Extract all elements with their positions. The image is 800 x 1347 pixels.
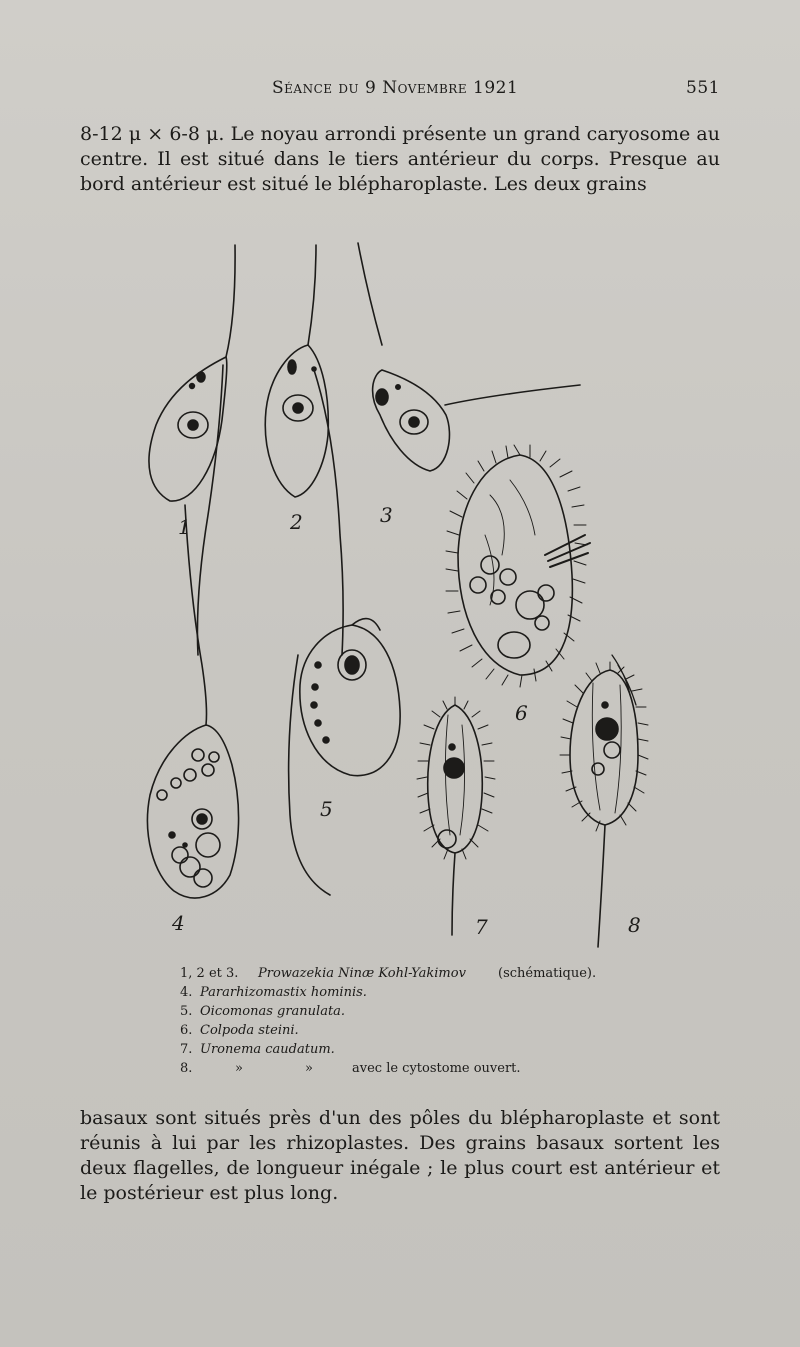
header-title: Séance du 9 Novembre 1921 xyxy=(272,78,519,98)
caption-ditto: » xyxy=(235,1061,243,1076)
organism-2 xyxy=(265,245,343,655)
organism-7 xyxy=(417,697,495,935)
figure-label-6: 6 xyxy=(515,701,528,725)
paragraph-bottom: basaux sont situés près d'un des pôles du blépharoplaste et sont réunis à lui par les rhizoplastes. Des grains basaux sortent les deux flagelles, de longueur inégale ; le plus court est antérieur et le postérieur est plus long. xyxy=(80,1107,720,1204)
caption-ditto: » xyxy=(305,1061,313,1076)
figure-label-5: 5 xyxy=(320,797,333,821)
caption-number: 1, 2 et 3. xyxy=(180,966,239,981)
organism-3 xyxy=(358,243,580,471)
caption-species: Oicomonas granulata. xyxy=(200,1004,346,1019)
figure-label-4: 4 xyxy=(172,911,185,935)
figure-label-1: 1 xyxy=(178,515,191,539)
caption-number: 4. xyxy=(180,985,193,1000)
caption-number: 7. xyxy=(180,1042,193,1057)
caption-row xyxy=(180,1040,720,1059)
caption-species: Uronema caudatum. xyxy=(200,1042,335,1057)
caption-species: Prowazekia Ninæ Kohl-Yakimov xyxy=(258,966,466,981)
organism-4 xyxy=(147,505,238,898)
caption-number: 5. xyxy=(180,1004,193,1019)
caption-number: 6. xyxy=(180,1023,193,1038)
caption-row xyxy=(180,1059,720,1078)
figure-drawing xyxy=(90,235,730,955)
paragraph-top: 8-12 μ × 6-8 μ. Le noyau arrondi présente un grand caryosome au centre. Il est situé dans le tiers antérieur du corps. Presque au bord antérieur est situé le blépharoplaste. Les deux grains xyxy=(80,123,720,195)
caption-number: 8. xyxy=(180,1061,193,1076)
organism-8 xyxy=(560,655,648,947)
figure-label-3: 3 xyxy=(380,503,393,527)
figure-label-8: 8 xyxy=(628,913,641,937)
caption-row xyxy=(180,964,720,983)
organism-6 xyxy=(446,445,590,687)
organism-5 xyxy=(289,619,401,895)
caption-species: Colpoda steini. xyxy=(200,1023,299,1038)
page-number: 551 xyxy=(686,78,720,98)
caption-row xyxy=(180,1002,720,1021)
running-header xyxy=(80,78,720,102)
figure-captions xyxy=(180,964,720,1078)
caption-species: Pararhizomastix hominis. xyxy=(200,985,367,1000)
caption-note: avec le cytostome ouvert. xyxy=(352,1061,521,1076)
caption-row xyxy=(180,983,720,1002)
protozoa-figure xyxy=(90,235,730,955)
caption-row xyxy=(180,1021,720,1040)
figure-label-2: 2 xyxy=(290,510,303,534)
caption-note: (schématique). xyxy=(498,966,597,981)
figure-label-7: 7 xyxy=(475,915,488,939)
